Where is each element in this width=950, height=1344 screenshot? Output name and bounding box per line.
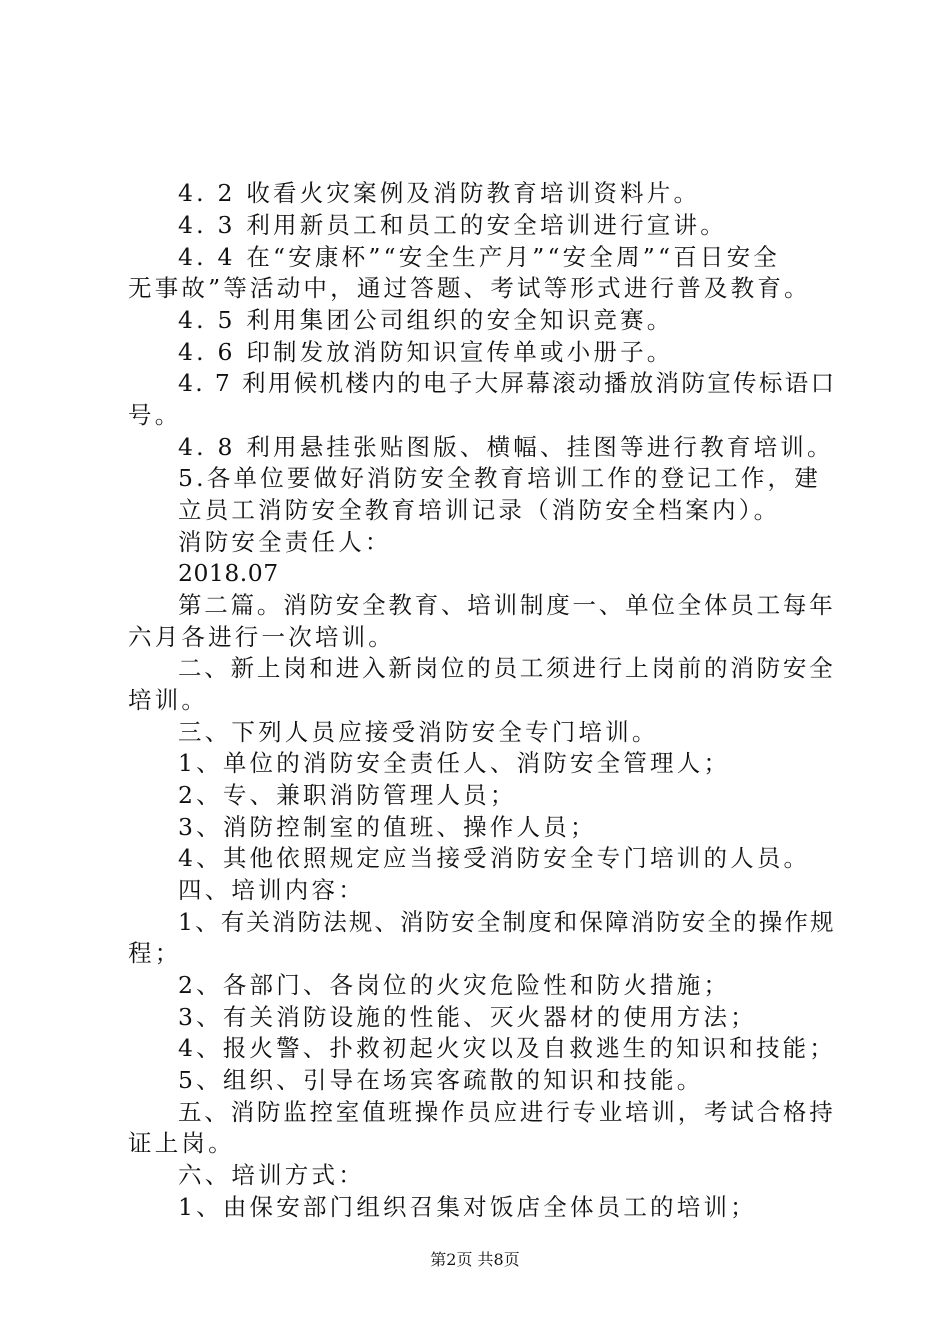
text-line: 培训。 [128, 686, 209, 714]
page-number-footer: 第2页 共8页 [430, 1250, 520, 1269]
text-line: 四、培训内容： [178, 876, 365, 904]
text-line: 二、新上岗和进入新岗位的员工须进行上岗前的消防安全 [178, 654, 836, 682]
text-line: 号。 [128, 401, 182, 429]
text-line: 4. 6 印制发放消防知识宣传单或小册子。 [178, 338, 674, 366]
text-line: 5、组织、引导在场宾客疏散的知识和技能。 [178, 1066, 704, 1094]
text-line: 消防安全责任人： [178, 528, 392, 556]
text-line: 1、由保安部门组织召集对饭店全体员工的培训； [178, 1193, 757, 1221]
text-line: 4. 2 收看火灾案例及消防教育培训资料片。 [178, 179, 701, 207]
text-line: 3、有关消防设施的性能、灭火器材的使用方法； [178, 1003, 757, 1031]
text-line: 4、其他依照规定应当接受消防安全专门培训的人员。 [178, 844, 811, 872]
text-line: 五、消防监控室值班操作员应进行专业培训，考试合格持 [178, 1098, 836, 1126]
text-line: 4、报火警、扑救初起火灾以及自救逃生的知识和技能； [178, 1034, 836, 1062]
text-line: 三、下列人员应接受消防安全专门培训。 [178, 718, 659, 746]
text-line: 1、有关消防法规、消防安全制度和保障消防安全的操作规 [178, 908, 836, 936]
text-line: 2018.07 [178, 559, 279, 587]
text-line: 1、单位的消防安全责任人、消防安全管理人； [178, 749, 731, 777]
text-line: 3、消防控制室的值班、操作人员； [178, 813, 597, 841]
text-line: 4. 5 利用集团公司组织的安全知识竞赛。 [178, 306, 674, 334]
text-line: 4. 7 利用候机楼内的电子大屏幕滚动播放消防宣传标语口 [178, 369, 837, 397]
text-line: 六月各进行一次培训。 [128, 623, 395, 651]
text-line: 2、专、兼职消防管理人员； [178, 781, 517, 809]
text-line: 立员工消防安全教育培训记录（消防安全档案内）。 [178, 496, 781, 524]
text-line: 程； [128, 939, 182, 967]
text-line: 2、各部门、各岗位的火灾危险性和防火措施； [178, 971, 731, 999]
text-line: 无事故”等活动中，通过答题、考试等形式进行普及教育。 [128, 274, 811, 302]
text-line: 5.各单位要做好消防安全教育培训工作的登记工作，建 [178, 464, 821, 492]
text-line: 证上岗。 [128, 1129, 235, 1157]
text-line: 4. 8 利用悬挂张贴图版、横幅、挂图等进行教育培训。 [178, 433, 834, 461]
text-line: 4. 3 利用新员工和员工的安全培训进行宣讲。 [178, 211, 727, 239]
text-line: 4. 4 在“安康杯”“安全生产月”“安全周”“百日安全 [178, 243, 781, 271]
text-line: 第二篇。消防安全教育、培训制度一、单位全体员工每年 [178, 591, 836, 619]
text-line: 六、培训方式： [178, 1161, 365, 1189]
